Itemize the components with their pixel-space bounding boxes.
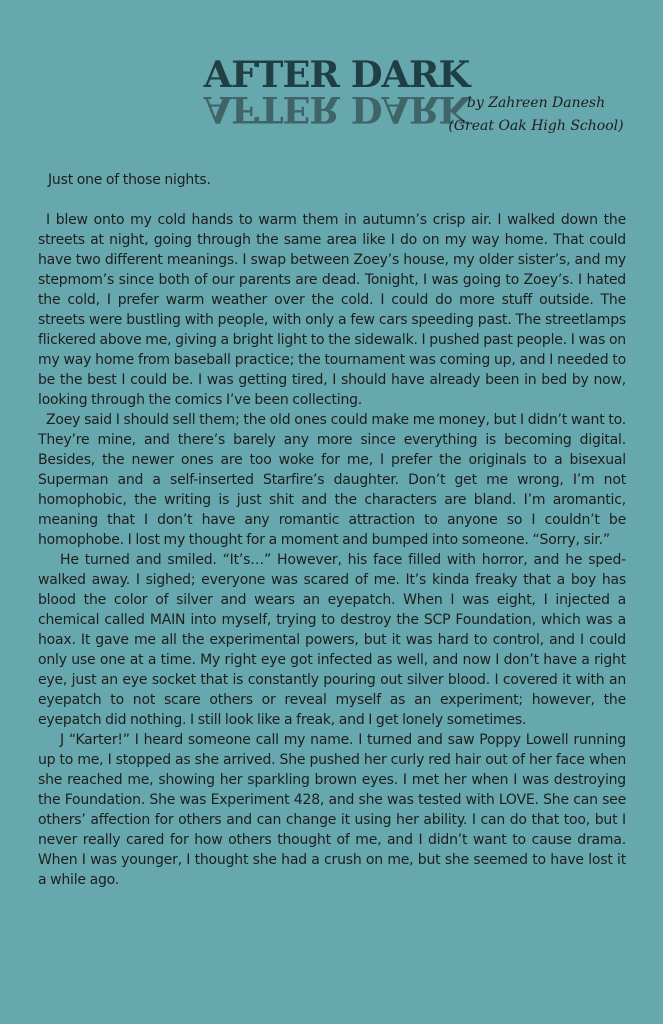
- author-name: by Zahreen Danesh: [466, 95, 606, 111]
- story-title: AFTER DARK: [203, 54, 470, 96]
- author-school: (Great Oak High School): [448, 118, 624, 134]
- story-paragraph: J “Karter!” I heard someone call my name. I turned and saw Poppy Lowell running up to me, I stopped as she arrived. She pushed her curly red hair out of her face when she reached me, showing her sparkling brown eyes. I met her when I was destroying the Foundation. She was Experiment 428, and she was tested with LOVE. She can see others’ affection for others and can change it using her ability. I can do that too, but I never really cared for how others thought of me, and I didn’t want to cause drama. When I was younger, I thought she had a crush on me, but she seemed to have lost it a while ago.: [38, 732, 626, 888]
- story-intro: Just one of those nights.: [48, 172, 211, 188]
- story-paragraph: He turned and smiled. “It’s…” However, his face filled with horror, and he sped-walked away. I sighed; everyone was scared of me. It’s kinda freaky that a boy has blood the color of silver and wears an eyepatch. When I was eight, I injected a chemical called MAIN into myself, trying to destroy the SCP Foundation, which was a hoax. It gave me all the experimental powers, but it was hard to control, and I could only use one at a time. My right eye got infected as well, and now I don’t have a right eye, just an eye socket that is constantly pouring out silver blood. I covered it with an eyepatch to not scare others or reveal myself as an experiment; however, the eyepatch did nothing. I still look like a freak, and I get lonely sometimes.: [38, 552, 626, 728]
- story-paragraph: I blew onto my cold hands to warm them in autumn’s crisp air. I walked down the streets at night, going through the same area like I do on my way home. That could have two different meanings. I swap between Zoey’s house, my older sister’s, and my stepmom’s since both of our parents are dead. Tonight, I was going to Zoey’s. I hated the cold, I prefer warm weather over the cold. I could do more stuff outside. The streets were bustling with people, with only a few cars speeding past. The streetlamps flickered above me, giving a bright light to the sidewalk. I pushed past people. I was on my way home from baseball practice; the tournament was coming up, and I needed to be the best I could be. I was getting tired, I should have already been in bed by now, looking through the comics I’ve been collecting.: [38, 212, 626, 408]
- story-title-reflection: AFTER DARK: [203, 88, 470, 130]
- story-body: [38, 170, 626, 890]
- byline: [446, 92, 626, 138]
- story-title-block: [203, 54, 470, 130]
- story-paragraph: Zoey said I should sell them; the old ones could make me money, but I didn’t want to. They’re mine, and there’s barely any more since everything is becoming digital. Besides, the newer ones are too woke for me, I prefer the originals to a bisexual Superman and a self-inserted Starfire’s daughter. Don’t get me wrong, I’m not homophobic, the writing is just shit and the characters are bland. I’m aromantic, meaning that I don’t have any romantic attraction to anyone so I couldn’t be homophobe. I lost my thought for a moment and bumped into someone. “Sorry, sir.”: [38, 412, 626, 548]
